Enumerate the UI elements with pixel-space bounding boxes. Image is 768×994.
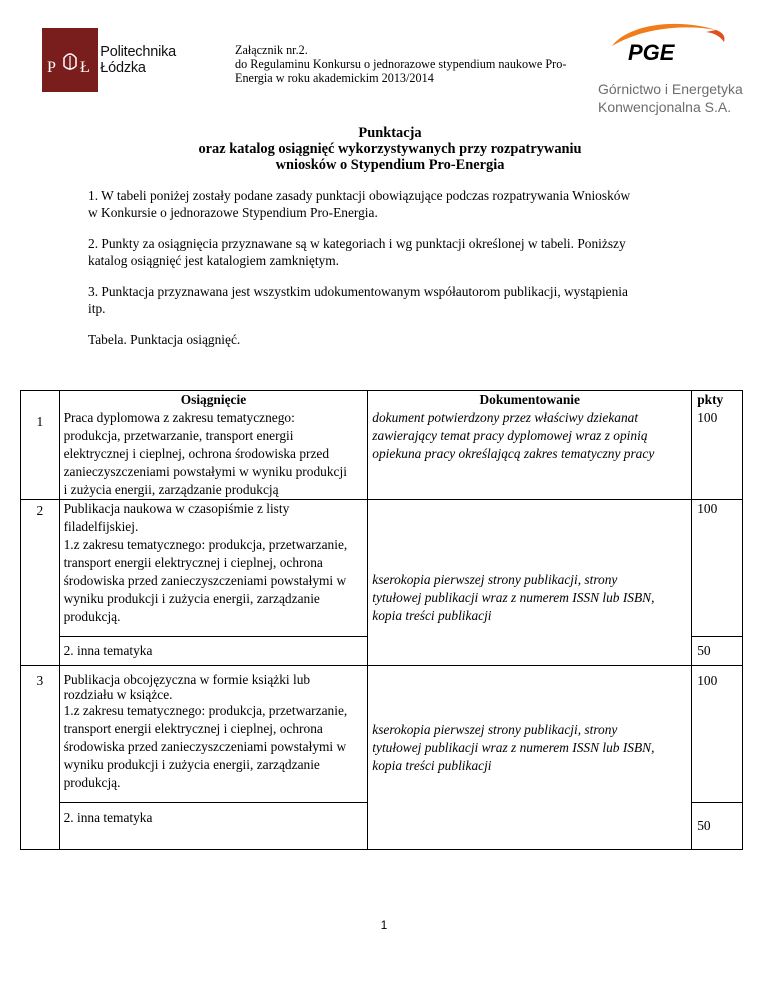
cell-line: zanieczyszczeniami powstałymi w wyniku produkcji bbox=[63, 464, 347, 479]
points-value: 50 bbox=[692, 637, 743, 666]
paragraph-3 bbox=[88, 283, 688, 317]
table-row bbox=[21, 391, 743, 500]
table-row bbox=[21, 500, 743, 637]
annex-line: do Regulaminu Konkursu o jednorazowe stypendium naukowe Pro- bbox=[235, 57, 567, 71]
cell-line: rozdziału w książce. bbox=[63, 687, 173, 702]
cell-line: Publikacja naukowa w czasopiśmie z listy bbox=[63, 501, 290, 516]
pge-subtitle-1: Górnictwo i Energetyka bbox=[598, 81, 743, 97]
cell-line: 1.z zakresu tematycznego: produkcja, przetwarzanie, bbox=[63, 537, 348, 552]
cell-line: kserokopia pierwszej strony publikacji, strony bbox=[372, 571, 618, 587]
documentation-cell bbox=[368, 391, 692, 500]
title-line: wniosków o Stypendium Pro-Energia bbox=[275, 157, 505, 173]
paragraph-line: 2. Punkty za osiągnięcia przyznawane są w kategoriach i wg punktacji określonej w tabeli. Poniższy bbox=[88, 236, 626, 251]
table-caption bbox=[88, 331, 688, 348]
cell-line: produkcja, przetwarzanie, transport energii bbox=[63, 428, 294, 443]
cell-line: kopia treści publikacji bbox=[372, 757, 492, 773]
cell-line: transport energii elektrycznej i cieplnej, ochrona bbox=[63, 555, 323, 570]
points-cell bbox=[692, 391, 743, 500]
points-cell bbox=[692, 500, 743, 637]
row-number: 3 bbox=[21, 666, 60, 850]
cell-line: i zużycia energii, zarządzanie produkcją bbox=[63, 482, 279, 497]
cell-line: tytułowej publikacji wraz z numerem ISSN lub ISBN, bbox=[372, 739, 655, 755]
cell-line: tytułowej publikacji wraz z numerem ISSN lub ISBN, bbox=[372, 589, 655, 605]
documentation-cell bbox=[368, 666, 692, 850]
cell-line: filadelfijskiej. bbox=[63, 519, 139, 534]
university-logo bbox=[42, 24, 217, 96]
pge-swoosh-icon bbox=[598, 20, 740, 64]
paragraph-line: katalog osiągnięć jest katalogiem zamkniętym. bbox=[88, 253, 339, 268]
pge-subtitle-2: Konwencjonalna S.A. bbox=[598, 99, 732, 115]
pge-brand: PGE bbox=[628, 40, 675, 64]
cell-line: produkcją. bbox=[63, 775, 121, 790]
title-line: Punktacja bbox=[358, 125, 422, 141]
cell-line: 1.z zakresu tematycznego: produkcja, przetwarzanie, bbox=[63, 703, 348, 718]
svg-text:Ł: Ł bbox=[80, 59, 90, 76]
points-value: 50 bbox=[692, 803, 743, 850]
row-number: 2 bbox=[21, 500, 60, 666]
cell-line: wyniku produkcji i zużycia energii, zarządzanie bbox=[63, 591, 320, 606]
pge-logo bbox=[598, 20, 743, 115]
cell-line: Publikacja obcojęzyczna w formie książki lub bbox=[63, 672, 311, 687]
cell-line: środowiska przed zanieczyszczeniami powstałymi w bbox=[63, 739, 347, 754]
document-title bbox=[100, 125, 680, 173]
paragraph-line: 1. W tabeli poniżej zostały podane zasady punktacji obowiązujące podczas rozpatrywania Wniosków bbox=[88, 188, 631, 203]
achievement-cell: 2. inna tematyka bbox=[59, 637, 368, 666]
annex-note bbox=[235, 43, 585, 85]
paragraph-line: 3. Punktacja przyznawana jest wszystkim udokumentowanym współautorom publikacji, wystąpienia bbox=[88, 284, 628, 299]
page-number: 1 bbox=[380, 918, 388, 932]
annex-line: Załącznik nr.2. bbox=[235, 43, 308, 57]
cell-line: opiekuna pracy określającą zakres tematyczny pracy bbox=[372, 446, 655, 461]
annex-line: Energia w roku akademickim 2013/2014 bbox=[235, 71, 434, 85]
university-name: Politechnika Łódzka bbox=[100, 44, 177, 76]
points-cell bbox=[692, 666, 743, 803]
paragraph-1 bbox=[88, 187, 688, 221]
documentation-cell bbox=[368, 500, 692, 666]
cell-line: kopia treści publikacji bbox=[372, 607, 492, 623]
row-number: 1 bbox=[21, 391, 60, 500]
header-documentation: Dokumentowanie bbox=[479, 392, 580, 407]
header-achievement: Osiągnięcie bbox=[180, 392, 247, 407]
cell-line: dokument potwierdzony przez właściwy dziekanat bbox=[372, 410, 639, 425]
achievement-cell bbox=[59, 666, 368, 803]
table-row bbox=[21, 666, 743, 803]
achievement-cell bbox=[59, 500, 368, 637]
title-line: oraz katalog osiągnięć wykorzystywanych przy rozpatrywaniu bbox=[198, 141, 582, 157]
points-value: 100 bbox=[697, 410, 718, 425]
points-value: 100 bbox=[697, 673, 718, 688]
paragraph-line: itp. bbox=[88, 301, 106, 316]
cell-line: transport energii elektrycznej i cieplnej, ochrona bbox=[63, 721, 323, 736]
cell-line: elektrycznej i cieplnej, ochrona środowiska przed bbox=[63, 446, 330, 461]
paragraph-line: Tabela. Punktacja osiągnięć. bbox=[88, 332, 241, 347]
cell-line: kserokopia pierwszej strony publikacji, strony bbox=[372, 721, 618, 737]
cell-line: wyniku produkcji i zużycia energii, zarządzanie bbox=[63, 757, 320, 772]
paragraph-2 bbox=[88, 235, 688, 269]
header-points: pkty bbox=[697, 392, 724, 407]
university-emblem-icon bbox=[42, 28, 94, 92]
achievement-cell: 2. inna tematyka bbox=[59, 803, 368, 850]
svg-text:P: P bbox=[47, 59, 56, 76]
cell-line: zawierający temat pracy dyplomowej wraz z opinią bbox=[372, 428, 648, 443]
cell-line: produkcją. bbox=[63, 609, 121, 624]
cell-line: środowiska przed zanieczyszczeniami powstałymi w bbox=[63, 573, 347, 588]
cell-line: Praca dyplomowa z zakresu tematycznego: bbox=[63, 410, 295, 425]
points-value: 100 bbox=[697, 501, 718, 516]
points-table bbox=[20, 390, 743, 850]
achievement-cell bbox=[59, 391, 368, 500]
paragraph-line: w Konkursie o jednorazowe Stypendium Pro-Energia. bbox=[88, 205, 378, 220]
